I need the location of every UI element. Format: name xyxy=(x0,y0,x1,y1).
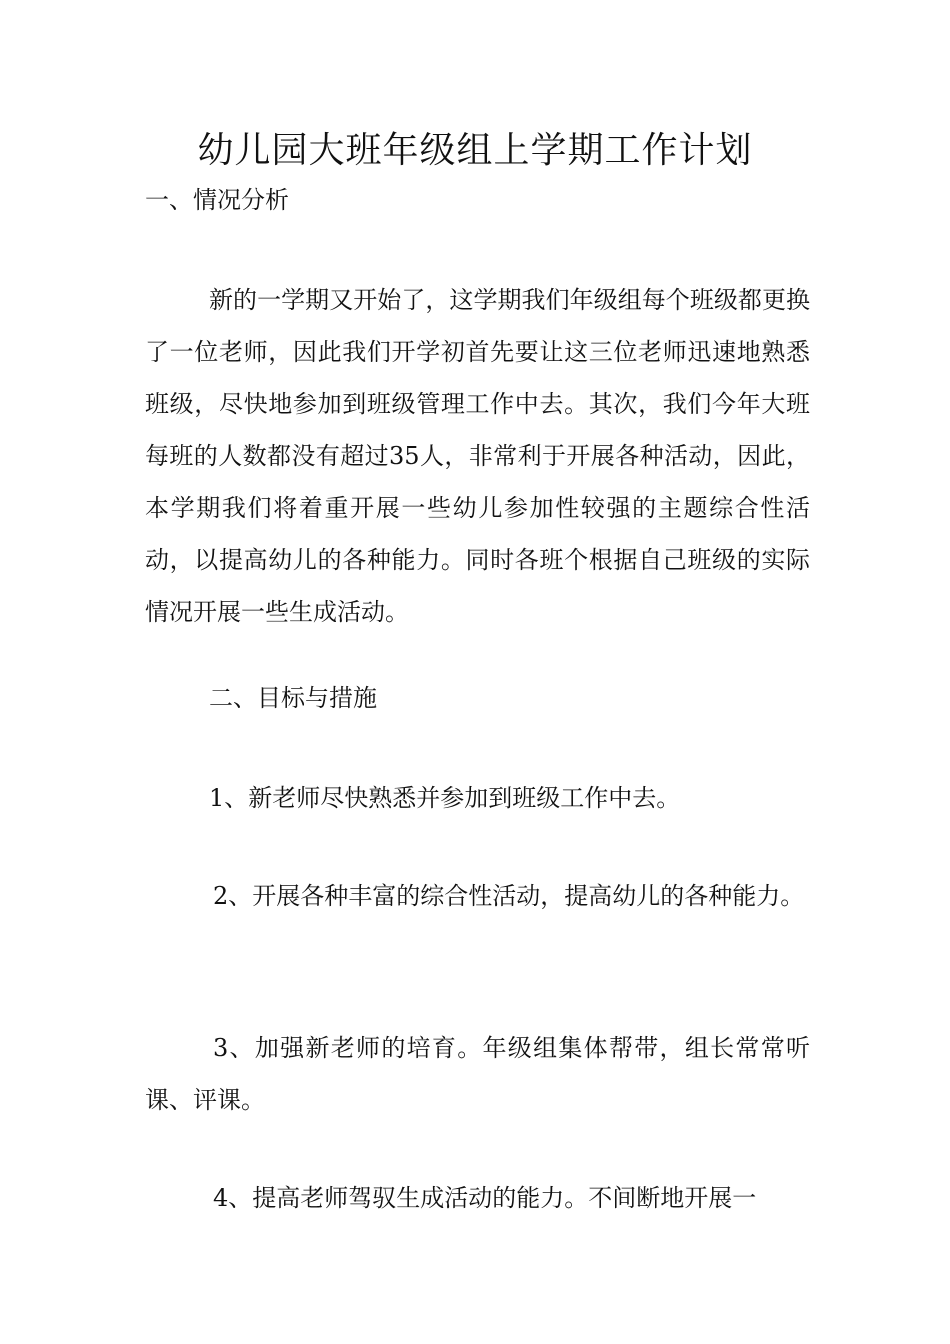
goal-item-1: 1、新老师尽快熟悉并参加到班级工作中去。 xyxy=(209,784,681,812)
goal-item-2: 2、开展各种丰富的综合性活动，提高幼儿的各种能力。 xyxy=(213,882,805,910)
document-title: 幼儿园大班年级组上学期工作计划 xyxy=(197,130,753,171)
section-heading-goals: 二、目标与措施 xyxy=(209,684,377,712)
intro-paragraph: 新的一学期又开始了，这学期我们年级组每个班级都更换了一位老师，因此我们开学初首先要让这三位老师迅速地熟悉班级，尽快地参加到班级管理工作中去。其次，我们今年大班每班的人数都没有超过35人，非常利于开展各种活动，因此，本学期我们将着重开展一些幼儿参加性较强的主题综合性活动，以提高幼儿的各种能力。同时各班个根据自己班级的实际情况开展一些生成活动。 xyxy=(145,286,810,626)
goal-item-3: 3、加强新老师的培育。年级组集体帮带，组长常常听课、评课。 xyxy=(145,1034,810,1114)
goal-item-4: 4、提高老师驾驭生成活动的能力。不间断地开展一 xyxy=(213,1184,757,1212)
section-heading-analysis: 一、情况分析 xyxy=(145,186,289,214)
